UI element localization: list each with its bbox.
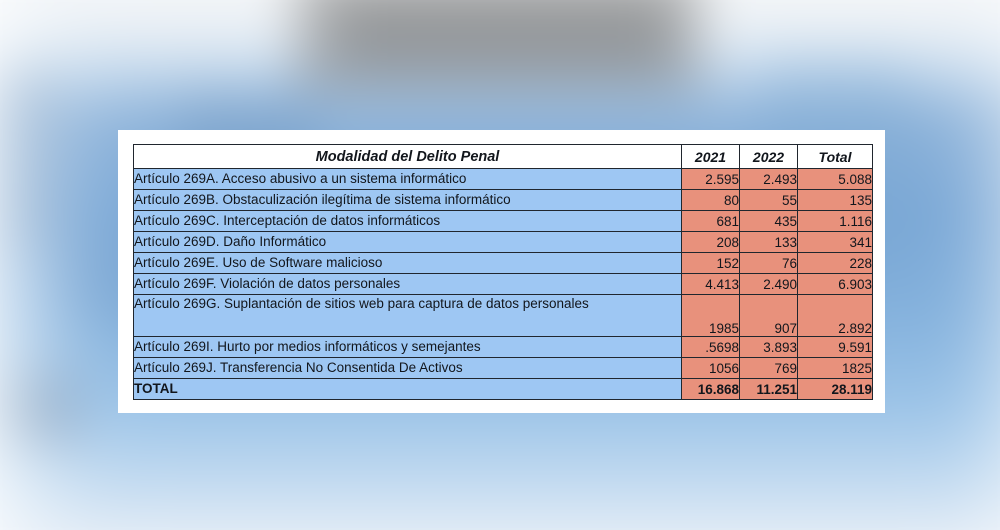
cell-2021: 208 xyxy=(682,232,740,253)
background-blob-gray-inner xyxy=(338,0,668,64)
cell-modality: Artículo 269J. Transferencia No Consentida De Activos xyxy=(134,358,682,379)
cell-modality-total: TOTAL xyxy=(134,379,682,400)
table-row xyxy=(134,211,873,232)
cell-modality: Artículo 269E. Uso de Software malicioso xyxy=(134,253,682,274)
table-header xyxy=(134,145,873,169)
cell-total-total: 28.119 xyxy=(798,379,873,400)
column-header-modality: Modalidad del Delito Penal xyxy=(134,145,682,169)
cell-total: 135 xyxy=(798,190,873,211)
table-row xyxy=(134,295,873,337)
cell-2021: 1985 xyxy=(682,295,740,337)
cell-2021-total: 16.868 xyxy=(682,379,740,400)
cell-total: 228 xyxy=(798,253,873,274)
background-right-fade xyxy=(950,0,1000,530)
delito-penal-table xyxy=(133,144,873,400)
cell-2022: 435 xyxy=(740,211,798,232)
background-left-fade xyxy=(0,0,130,530)
table-row xyxy=(134,337,873,358)
column-header-2021: 2021 xyxy=(682,145,740,169)
cell-2021: 152 xyxy=(682,253,740,274)
cell-total: 9.591 xyxy=(798,337,873,358)
cell-2022: 2.490 xyxy=(740,274,798,295)
cell-2021: 4.413 xyxy=(682,274,740,295)
table-row xyxy=(134,253,873,274)
cell-2022: 55 xyxy=(740,190,798,211)
cell-modality: Artículo 269G. Suplantación de sitios web para captura de datos personales xyxy=(134,295,682,337)
table-body xyxy=(134,169,873,400)
cell-2022: 769 xyxy=(740,358,798,379)
cell-2022: 2.493 xyxy=(740,169,798,190)
cell-total: 2.892 xyxy=(798,295,873,337)
table-card xyxy=(118,130,885,413)
cell-2022: 76 xyxy=(740,253,798,274)
table-row xyxy=(134,232,873,253)
column-header-total: Total xyxy=(798,145,873,169)
cell-total: 6.903 xyxy=(798,274,873,295)
cell-2021: .5698 xyxy=(682,337,740,358)
table-row xyxy=(134,190,873,211)
column-header-2022: 2022 xyxy=(740,145,798,169)
table-header-row xyxy=(134,145,873,169)
cell-modality: Artículo 269C. Interceptación de datos informáticos xyxy=(134,211,682,232)
cell-modality: Artículo 269A. Acceso abusivo a un sistema informático xyxy=(134,169,682,190)
cell-modality: Artículo 269F. Violación de datos personales xyxy=(134,274,682,295)
table-row xyxy=(134,358,873,379)
table-row xyxy=(134,169,873,190)
table-row xyxy=(134,274,873,295)
cell-2022-total: 11.251 xyxy=(740,379,798,400)
cell-2021: 681 xyxy=(682,211,740,232)
cell-2022: 3.893 xyxy=(740,337,798,358)
cell-2021: 80 xyxy=(682,190,740,211)
cell-2021: 2.595 xyxy=(682,169,740,190)
cell-modality: Artículo 269B. Obstaculización ilegítima de sistema informático xyxy=(134,190,682,211)
cell-2021: 1056 xyxy=(682,358,740,379)
cell-2022: 907 xyxy=(740,295,798,337)
cell-total: 341 xyxy=(798,232,873,253)
cell-modality: Artículo 269D. Daño Informático xyxy=(134,232,682,253)
cell-total: 5.088 xyxy=(798,169,873,190)
cell-total: 1825 xyxy=(798,358,873,379)
table-total-row xyxy=(134,379,873,400)
cell-total: 1.116 xyxy=(798,211,873,232)
cell-2022: 133 xyxy=(740,232,798,253)
cell-modality: Artículo 269I. Hurto por medios informáticos y semejantes xyxy=(134,337,682,358)
